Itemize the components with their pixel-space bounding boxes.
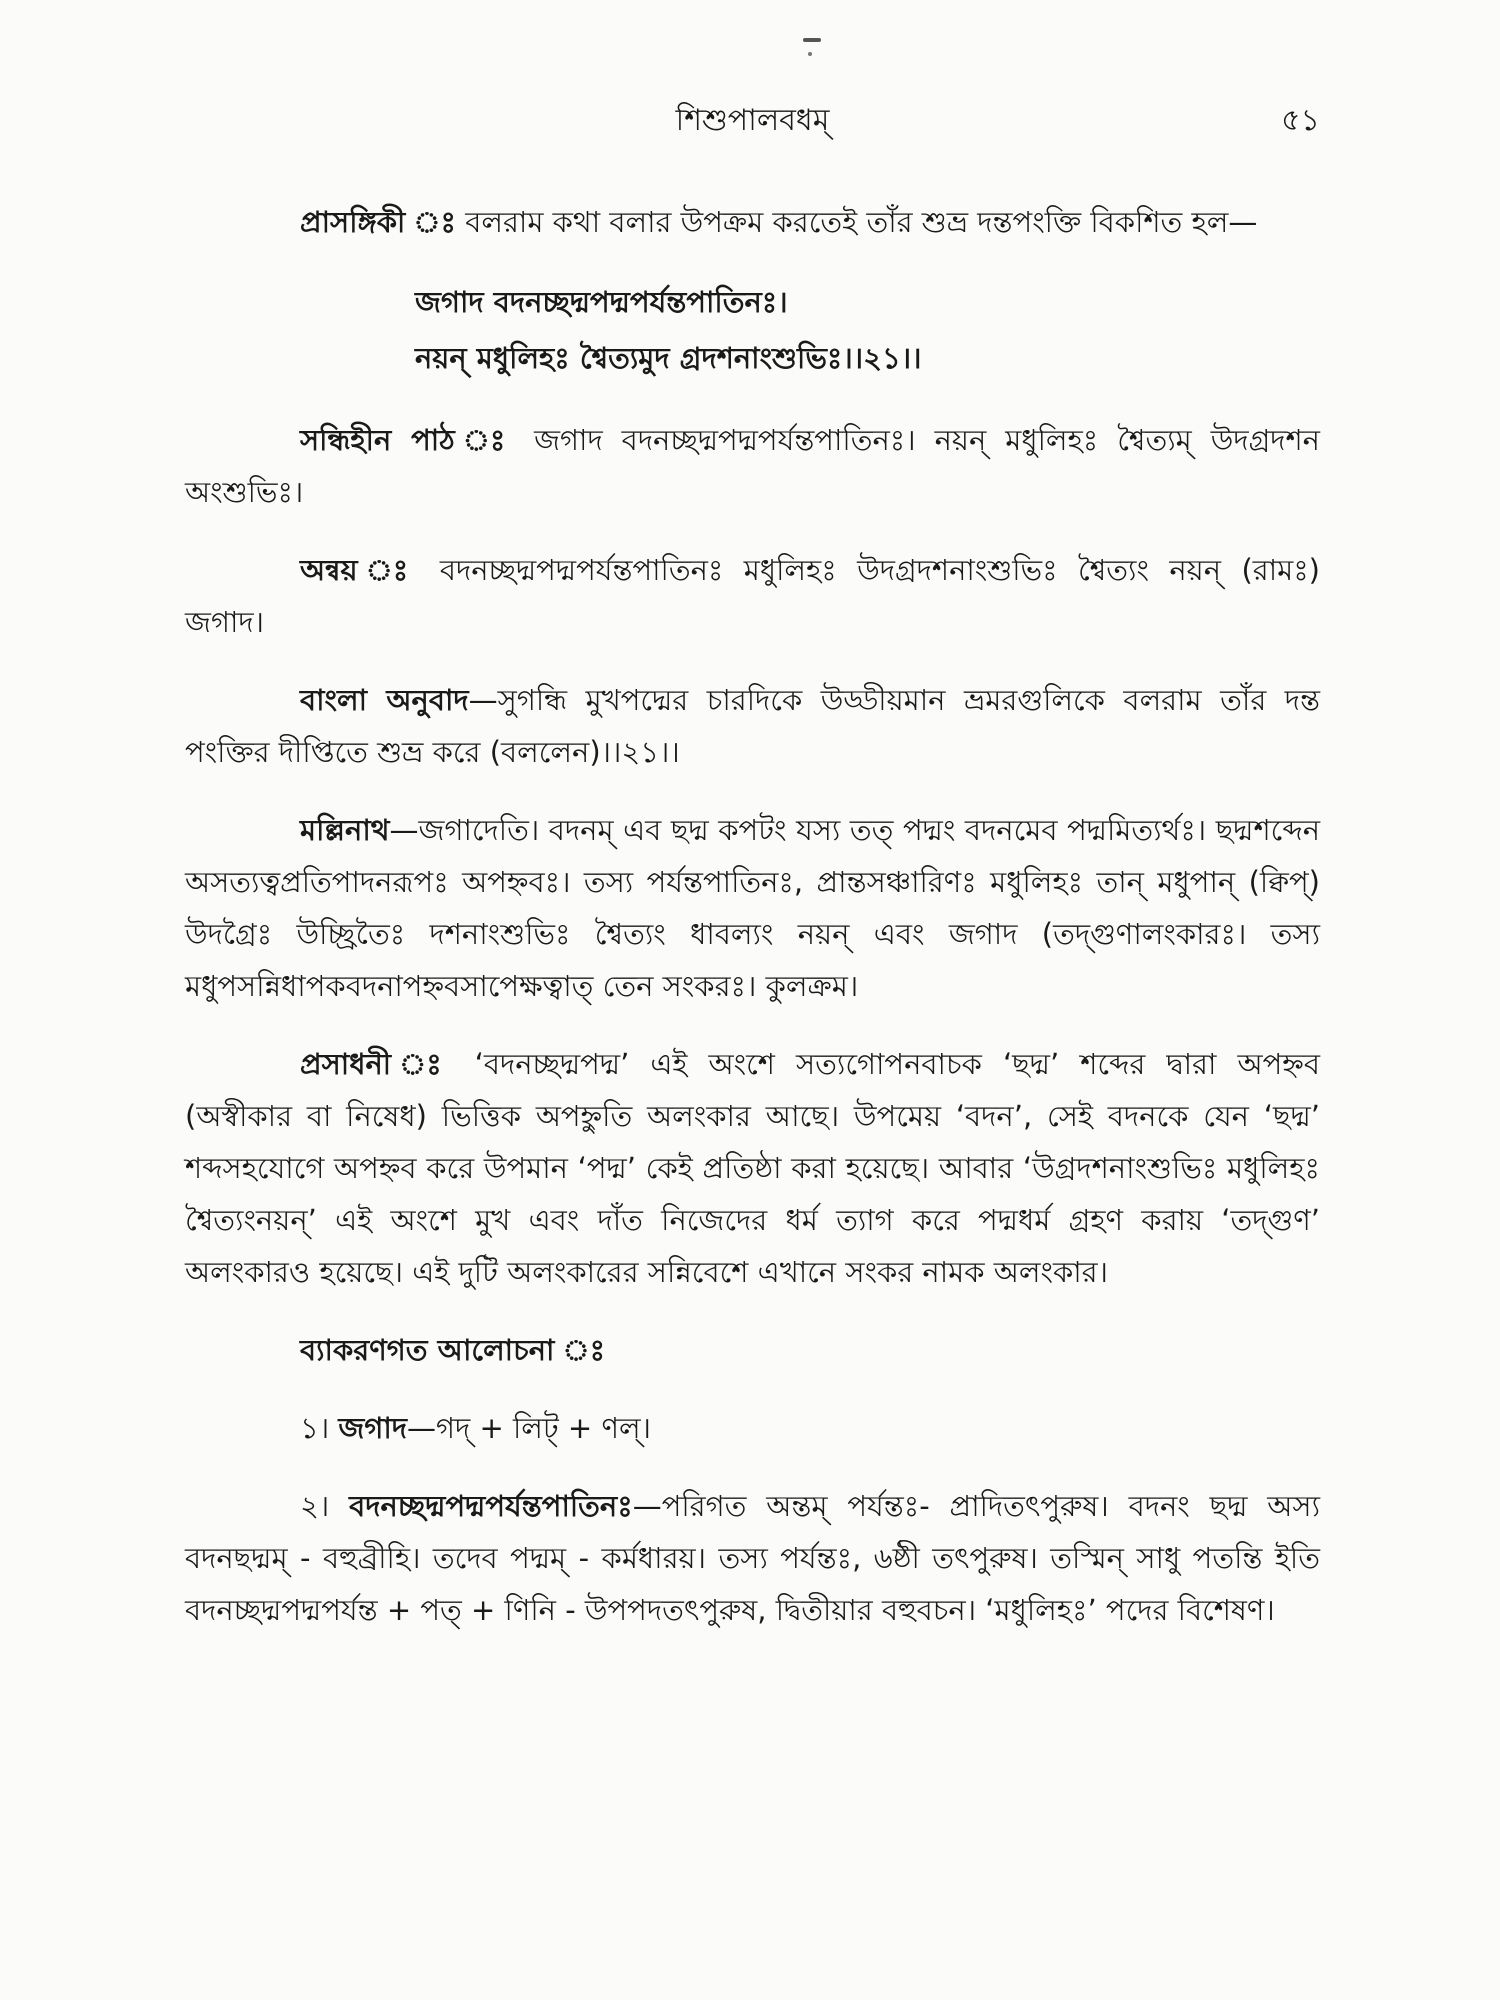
prasangiki-paragraph [185, 196, 1320, 248]
item-1-number: ১। [300, 1411, 330, 1445]
prasangiki-label: প্রাসঙ্গিকী ঃ [300, 205, 456, 239]
grammar-heading-text: ব্যাকরণগত আলোচনা ঃ [300, 1333, 606, 1367]
sandhi-text: জগাদ বদনচ্ছদ্মপদ্মপর্যন্তপাতিনঃ। নয়ন্ মধুলিহঃ শ্বৈত্যম্ উদগ্রদশন অংশুভিঃ। [185, 423, 1320, 509]
verse-block [185, 274, 1320, 386]
prasadhani-text: ‘বদনচ্ছদ্মপদ্ম’ এই অংশে সত্যগোপনবাচক ‘ছদ্ম’ শব্দের দ্বারা অপহ্নব (অস্বীকার বা নিষেধ) ভিত্তিক অপহ্নুতি অলংকার আছে। উপমেয় ‘বদন’, সেই বদনকে যেন ‘ছদ্ম’ শব্দসহযোগে অপহ্নব করে উপমান ‘পদ্ম’ কেই প্রতিষ্ঠা করা হয়েছে। আবার ‘উগ্রদশনাংশুভিঃ মধুলিহঃ শ্বৈত্যংনয়ন্’ এই অংশে মুখ এবং দাঁত নিজেদের ধর্ম ত্যাগ করে পদ্মধর্ম গ্রহণ করায় ‘তদ্‌গুণ’ অলংকারও হয়েছে। এই দুটি অলংকারের সন্নিবেশে এখানে সংকর নামক অলংকার। [185, 1047, 1320, 1289]
sandhi-paragraph [185, 414, 1320, 518]
item-1-term: জগাদ [338, 1411, 408, 1445]
mallinath-text: —জগাদেতি। বদনম্ এব ছদ্ম কপটং যস্য তত্ পদ্মং বদনমেব পদ্মমিত্যর্থঃ। ছদ্মশব্দেন অসত্যত্বপ্রতিপাদনরূপঃ অপহ্নবঃ। তস্য পর্যন্তপাতিনঃ, প্রান্তসঞ্চারিণঃ মধুলিহঃ তান্ মধুপান্ (ক্বিপ্) উদগ্রৈঃ উচ্ছ্রিতৈঃ দশনাংশুভিঃ শ্বৈত্যং ধাবল্যং নয়ন্ এবং জগাদ (তদ্‌গুণালংকারঃ। তস্য মধুপসন্নিধাপকবদনাপহ্নবসাপেক্ষত্বাত্ তেন সংকরঃ। কুলক্রম। [185, 813, 1320, 1003]
bangla-text: —সুগন্ধি মুখপদ্মের চারদিকে উড্ডীয়মান ভ্রমরগুলিকে বলরাম তাঁর দন্ত পংক্তির দীপ্তিতে শুভ্র করে (বললেন)।।২১।। [185, 683, 1321, 769]
grammar-heading [185, 1324, 1320, 1376]
ink-dot [808, 52, 812, 56]
running-title: শিশুপালবধম্ [675, 103, 830, 138]
page-number: ৫১ [1281, 103, 1320, 138]
item-2-number: ২। [300, 1489, 330, 1523]
ink-smudge [803, 38, 821, 42]
prasadhani-paragraph [185, 1038, 1320, 1298]
grammar-item-1 [185, 1402, 1320, 1454]
bangla-label: বাংলা অনুবাদ [300, 683, 469, 717]
item-2-text: —পরিগত অন্তম্ পর্যন্তঃ- প্রাদিতৎপুরুষ। বদনং ছদ্ম অস্য বদনছদ্মম্ - বহুব্রীহি। তদেব পদ্মম্ - কর্মধারয়। তস্য পর্যন্তঃ, ৬ষ্ঠী তৎপুরুষ। তস্মিন্ সাধু পতন্তি ইতি বদনচ্ছদ্মপদ্মপর্যন্ত + পত্ + ণিনি - উপপদতৎপুরুষ, দ্বিতীয়ার বহুবচন। ‘মধুলিহঃ’ পদের বিশেষণ। [185, 1489, 1320, 1627]
sandhi-label: সন্ধিহীন পাঠ ঃ [300, 423, 516, 457]
anvay-paragraph [185, 544, 1320, 648]
bangla-paragraph [185, 674, 1320, 778]
item-1-text: —গদ্ + লিট্ + ণল্। [407, 1411, 651, 1445]
anvay-text: বদনচ্ছদ্মপদ্মপর্যন্তপাতিনঃ মধুলিহঃ উদগ্রদশনাংশুভিঃ শ্বৈত্যং নয়ন্ (রামঃ) জগাদ। [185, 553, 1320, 639]
mallinath-paragraph [185, 804, 1320, 1012]
item-2-term: বদনচ্ছদ্মপদ্মপর্যন্তপাতিনঃ [349, 1489, 633, 1523]
prasadhani-label: প্রসাধনী ঃ [300, 1047, 454, 1081]
prasangiki-text: বলরাম কথা বলার উপক্রম করতেই তাঁর শুভ্র দন্তপংক্তি বিকশিত হল— [455, 205, 1258, 239]
page-body [185, 196, 1320, 1662]
anvay-label: অন্বয় ঃ [300, 553, 420, 587]
verse-line-2: নয়ন্ মধুলিহঃ শ্বৈত্যমুদ গ্রদশনাংশুভিঃ।।২১।। [415, 341, 922, 375]
mallinath-label: মল্লিনাথ [300, 813, 390, 847]
verse-line-1: জগাদ বদনচ্ছদ্মপদ্মপর্যন্তপাতিনঃ। [415, 285, 788, 319]
grammar-item-2 [185, 1480, 1320, 1636]
page-header [185, 96, 1320, 136]
